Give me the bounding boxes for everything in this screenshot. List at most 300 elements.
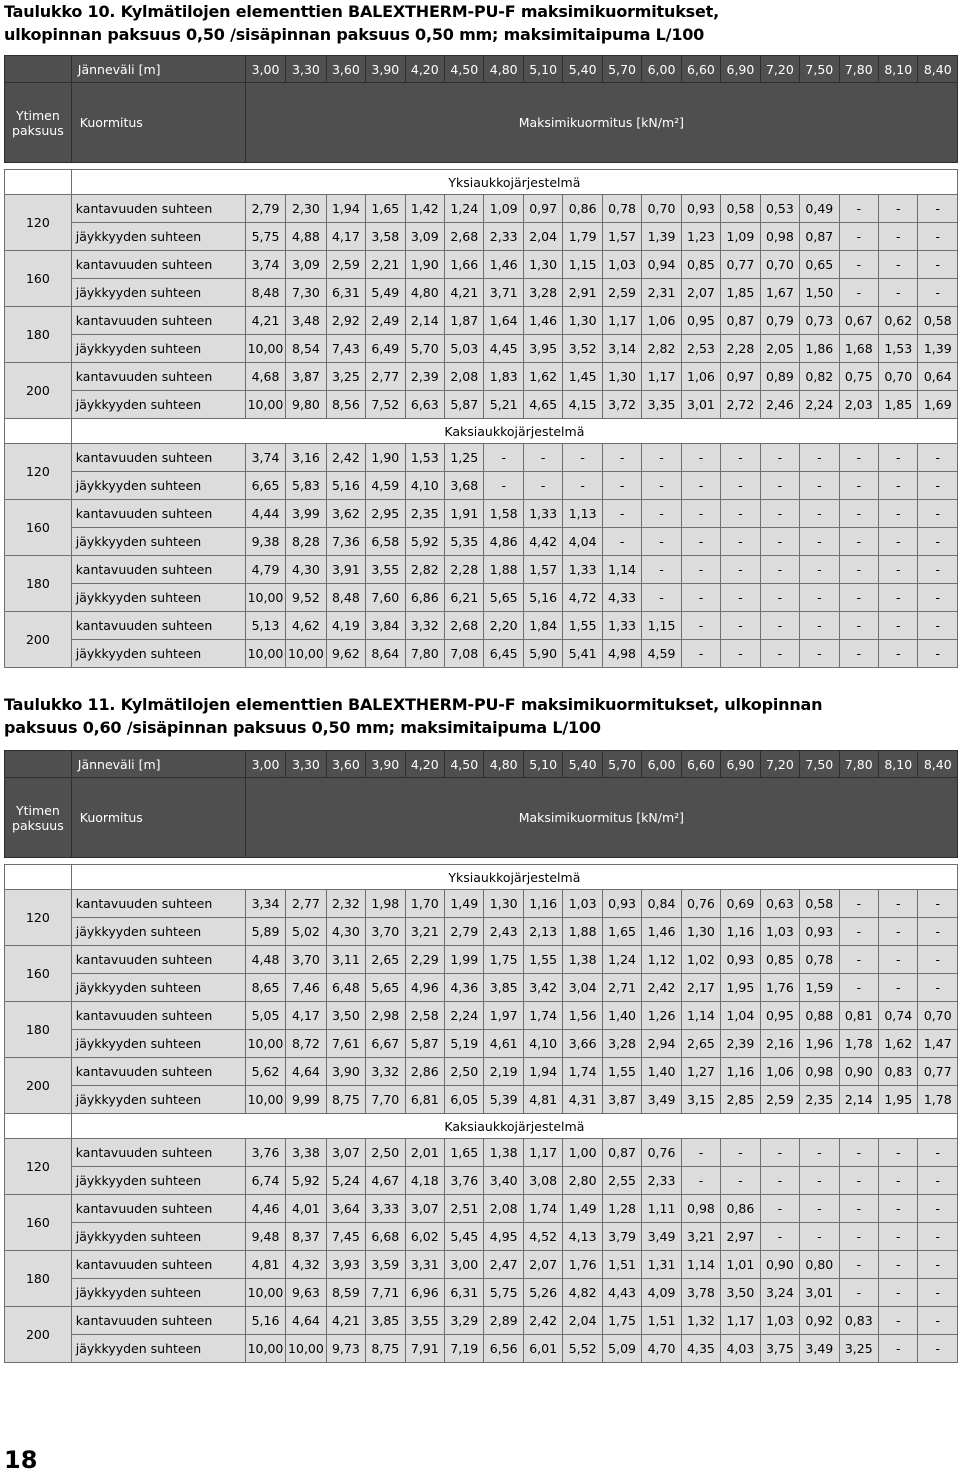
max-load-value: 7,08 [445, 640, 484, 668]
max-load-value: 1,55 [602, 1058, 641, 1086]
max-load-value: 1,65 [602, 918, 641, 946]
max-load-value: 4,32 [286, 1251, 326, 1279]
max-load-value: - [879, 1251, 918, 1279]
max-load-value: - [918, 528, 958, 556]
max-load-value: 1,17 [602, 307, 641, 335]
section-spacer [5, 1114, 72, 1139]
max-load-value: 0,70 [642, 195, 681, 223]
max-load-value: 0,70 [760, 251, 799, 279]
max-load-value: 2,35 [405, 500, 444, 528]
max-load-value: 8,64 [366, 640, 405, 668]
core-thickness: 120 [5, 1139, 72, 1195]
table-row [5, 890, 958, 918]
max-load-value: - [879, 444, 918, 472]
max-load-value: - [563, 444, 602, 472]
max-load-value: 0,79 [760, 307, 799, 335]
load-type: jäykkyyden suhteen [71, 1086, 245, 1114]
max-load-value: 5,49 [366, 279, 405, 307]
max-load-value: - [839, 528, 878, 556]
max-load-value: - [760, 1167, 799, 1195]
max-load-value: 5,52 [563, 1335, 602, 1363]
load-type: kantavuuden suhteen [71, 307, 245, 335]
load-type: jäykkyyden suhteen [71, 1223, 245, 1251]
max-load-value: 3,90 [326, 1058, 365, 1086]
max-load-value: 10,00 [245, 1279, 285, 1307]
max-load-value: 5,45 [445, 1223, 484, 1251]
max-load-value: - [839, 1139, 878, 1167]
section-heading-row [5, 1114, 958, 1139]
max-load-value: - [879, 1335, 918, 1363]
max-load-value: 3,85 [366, 1307, 405, 1335]
max-load-value: 3,09 [405, 223, 444, 251]
max-load-value: - [879, 251, 918, 279]
max-load-value: 5,92 [286, 1167, 326, 1195]
load-type: kantavuuden suhteen [71, 1195, 245, 1223]
max-load-value: - [879, 1139, 918, 1167]
table-row [5, 1002, 958, 1030]
core-thickness: 180 [5, 556, 72, 612]
core-thickness: 200 [5, 1307, 72, 1363]
max-load-value: 1,91 [445, 500, 484, 528]
max-load-value: 3,25 [839, 1335, 878, 1363]
max-load-value: 2,33 [484, 223, 523, 251]
max-load-value: 3,24 [760, 1279, 799, 1307]
max-load-value: 1,30 [602, 363, 641, 391]
max-load-value: - [681, 612, 720, 640]
max-load-value: 7,70 [366, 1086, 405, 1114]
core-thickness: 160 [5, 500, 72, 556]
max-load-value: - [721, 556, 760, 584]
span-value: 4,50 [445, 56, 484, 83]
max-load-value: - [721, 472, 760, 500]
max-load-value: 2,65 [366, 946, 405, 974]
max-load-value: 1,39 [642, 223, 681, 251]
max-load-value: - [879, 918, 918, 946]
span-value: 5,40 [563, 751, 602, 778]
max-load-value: - [563, 472, 602, 500]
max-load-value: 5,89 [245, 918, 285, 946]
max-load-value: 1,95 [879, 1086, 918, 1114]
max-load-value: 1,25 [445, 444, 484, 472]
max-load-value: 1,95 [721, 974, 760, 1002]
max-load-value: 3,40 [484, 1167, 523, 1195]
span-header-row [5, 751, 958, 778]
max-load-value: 2,19 [484, 1058, 523, 1086]
max-load-value: - [839, 556, 878, 584]
max-load-value: 1,88 [563, 918, 602, 946]
max-load-value: - [918, 472, 958, 500]
max-load-value: 10,00 [245, 640, 285, 668]
max-load-value: 3,07 [405, 1195, 444, 1223]
max-load-value: - [839, 946, 878, 974]
max-load-value: 3,48 [286, 307, 326, 335]
max-load-value: 4,86 [484, 528, 523, 556]
max-load-value: 4,79 [245, 556, 285, 584]
max-load-value: - [879, 1195, 918, 1223]
max-load-value: 1,17 [642, 363, 681, 391]
core-thickness: 160 [5, 251, 72, 307]
span-value: 5,70 [602, 56, 641, 83]
load-type: jäykkyyden suhteen [71, 1279, 245, 1307]
max-load-value: 4,33 [602, 584, 641, 612]
max-load-value: - [721, 1139, 760, 1167]
max-load-value: 2,08 [484, 1195, 523, 1223]
max-load-value: - [918, 974, 958, 1002]
max-load-value: 6,48 [326, 974, 365, 1002]
max-load-value: 3,66 [563, 1030, 602, 1058]
core-thickness: 200 [5, 363, 72, 419]
max-load-value: 0,89 [760, 363, 799, 391]
max-load-value: 0,95 [760, 1002, 799, 1030]
max-load-value: 2,43 [484, 918, 523, 946]
max-load-value: 7,71 [366, 1279, 405, 1307]
max-load-value: 1,40 [602, 1002, 641, 1030]
max-load-value: - [800, 612, 839, 640]
max-load-value: - [681, 1139, 720, 1167]
max-load-value: - [918, 1335, 958, 1363]
max-load-value: 3,79 [602, 1223, 641, 1251]
max-load-value: - [839, 195, 878, 223]
max-load-value: 1,13 [563, 500, 602, 528]
core-thickness-header: Ytimen paksuus [5, 778, 72, 858]
max-load-value: - [879, 946, 918, 974]
span-value: 7,50 [800, 751, 839, 778]
max-load-value: 3,49 [642, 1223, 681, 1251]
section-heading-row [5, 419, 958, 444]
max-load-value: 9,38 [245, 528, 285, 556]
max-load-value: - [523, 472, 562, 500]
max-load-value: 1,94 [326, 195, 365, 223]
load-type: jäykkyyden suhteen [71, 974, 245, 1002]
max-load-value: 1,51 [642, 1307, 681, 1335]
max-load-value: 1,56 [563, 1002, 602, 1030]
max-load-value: 3,74 [245, 251, 285, 279]
max-load-value: 3,59 [366, 1251, 405, 1279]
max-load-value: 1,65 [445, 1139, 484, 1167]
max-load-value: - [918, 279, 958, 307]
max-load-value: 3,87 [286, 363, 326, 391]
max-load-value: 4,67 [366, 1167, 405, 1195]
max-load-value: 2,03 [839, 391, 878, 419]
max-load-value: 1,67 [760, 279, 799, 307]
max-load-value: 1,24 [445, 195, 484, 223]
max-load-value: 3,52 [563, 335, 602, 363]
table-row [5, 307, 958, 335]
table-10 [4, 55, 958, 668]
max-load-value: 3,00 [445, 1251, 484, 1279]
table-11-title-line2: paksuus 0,60 /sisäpinnan paksuus 0,50 mm; maksimitaipuma L/100 [4, 718, 601, 737]
max-load-value: 8,75 [326, 1086, 365, 1114]
max-load-value: 2,28 [445, 556, 484, 584]
max-load-value: 2,94 [642, 1030, 681, 1058]
max-load-value: 0,63 [760, 890, 799, 918]
max-load-value: 1,87 [445, 307, 484, 335]
max-load-value: 0,86 [563, 195, 602, 223]
load-type: kantavuuden suhteen [71, 946, 245, 974]
max-load-value: - [760, 1195, 799, 1223]
max-load-value: 6,21 [445, 584, 484, 612]
core-thickness: 120 [5, 444, 72, 500]
max-load-value: 10,00 [245, 584, 285, 612]
load-type: kantavuuden suhteen [71, 890, 245, 918]
max-load-value: 1,96 [800, 1030, 839, 1058]
max-load-value: 2,65 [681, 1030, 720, 1058]
span-value: 4,20 [405, 751, 444, 778]
span-header-row [5, 56, 958, 83]
max-load-value: 1,30 [563, 307, 602, 335]
span-value: 6,00 [642, 751, 681, 778]
section-heading: Kaksiaukkojärjestelmä [71, 1114, 957, 1139]
load-type: kantavuuden suhteen [71, 251, 245, 279]
max-load-value: 0,78 [800, 946, 839, 974]
max-load-value: 8,37 [286, 1223, 326, 1251]
max-load-value: 2,59 [326, 251, 365, 279]
max-load-value: - [681, 472, 720, 500]
max-load-value: 7,60 [366, 584, 405, 612]
max-load-value: 2,05 [760, 335, 799, 363]
span-value: 3,30 [286, 56, 326, 83]
max-load-value: 2,58 [405, 1002, 444, 1030]
corner-cell [5, 56, 72, 83]
max-load-value: - [839, 444, 878, 472]
max-load-value: - [800, 500, 839, 528]
max-load-value: 4,43 [602, 1279, 641, 1307]
load-header: Kuormitus [71, 778, 245, 858]
max-load-value: 4,01 [286, 1195, 326, 1223]
span-value: 5,40 [563, 56, 602, 83]
max-load-value: 1,85 [879, 391, 918, 419]
max-load-value: - [800, 1223, 839, 1251]
max-load-value: - [800, 640, 839, 668]
max-load-value: 1,33 [563, 556, 602, 584]
max-load-value: - [839, 1279, 878, 1307]
max-load-value: 1,33 [602, 612, 641, 640]
max-load-value: - [839, 974, 878, 1002]
max-load-value: 2,04 [563, 1307, 602, 1335]
table-row [5, 472, 958, 500]
max-load-value: 1,31 [642, 1251, 681, 1279]
max-load-value: 2,04 [523, 223, 562, 251]
max-load-value: 1,83 [484, 363, 523, 391]
max-load-value: - [918, 195, 958, 223]
max-load-value: 1,01 [721, 1251, 760, 1279]
max-load-value: 1,03 [760, 1307, 799, 1335]
max-load-value: 5,13 [245, 612, 285, 640]
max-load-value: 7,19 [445, 1335, 484, 1363]
max-load-value: 10,00 [245, 335, 285, 363]
load-type: jäykkyyden suhteen [71, 528, 245, 556]
max-load-value: - [721, 612, 760, 640]
max-load-value: - [918, 556, 958, 584]
table-row [5, 640, 958, 668]
max-load-value: - [918, 444, 958, 472]
max-load-value: - [800, 556, 839, 584]
core-thickness: 200 [5, 1058, 72, 1114]
max-load-value: 3,78 [681, 1279, 720, 1307]
load-header: Kuormitus [71, 83, 245, 163]
max-load-value: 4,21 [445, 279, 484, 307]
max-load-value: 0,77 [918, 1058, 958, 1086]
max-load-value: 1,28 [602, 1195, 641, 1223]
max-load-value: 4,45 [484, 335, 523, 363]
max-load-value: 7,46 [286, 974, 326, 1002]
max-load-value: 4,48 [245, 946, 285, 974]
max-load-value: 1,03 [563, 890, 602, 918]
max-load-value: - [918, 1223, 958, 1251]
max-load-value: 2,86 [405, 1058, 444, 1086]
max-load-value: 4,64 [286, 1307, 326, 1335]
max-load-value: 2,91 [563, 279, 602, 307]
max-load-value: 2,20 [484, 612, 523, 640]
max-load-value: 1,39 [918, 335, 958, 363]
max-load-value: 0,84 [642, 890, 681, 918]
max-load-value: - [602, 444, 641, 472]
max-load-value: 2,53 [681, 335, 720, 363]
max-load-value: 3,74 [245, 444, 285, 472]
max-load-value: 2,21 [366, 251, 405, 279]
max-load-value: 4,72 [563, 584, 602, 612]
max-load-value: 2,24 [445, 1002, 484, 1030]
max-load-value: 1,78 [918, 1086, 958, 1114]
max-load-value: 4,21 [326, 1307, 365, 1335]
max-load-value: - [642, 472, 681, 500]
max-load-value: 3,33 [366, 1195, 405, 1223]
max-load-value: 3,25 [326, 363, 365, 391]
table-row [5, 528, 958, 556]
max-load-value: 4,10 [523, 1030, 562, 1058]
section-heading: Yksiaukkojärjestelmä [71, 170, 957, 195]
span-value: 4,80 [484, 56, 523, 83]
max-load-value: 3,38 [286, 1139, 326, 1167]
max-load-value: - [879, 279, 918, 307]
max-load-value: 0,53 [760, 195, 799, 223]
max-load-value: 3,04 [563, 974, 602, 1002]
max-load-value: - [523, 444, 562, 472]
max-load-value: 1,14 [602, 556, 641, 584]
section-heading: Kaksiaukkojärjestelmä [71, 419, 957, 444]
max-load-value: 3,14 [602, 335, 641, 363]
max-load-value: 6,63 [405, 391, 444, 419]
max-load-value: 8,72 [286, 1030, 326, 1058]
max-load-value: 1,46 [484, 251, 523, 279]
max-load-value: 5,75 [245, 223, 285, 251]
max-load-value: 2,97 [721, 1223, 760, 1251]
max-load-value: 6,02 [405, 1223, 444, 1251]
load-type: jäykkyyden suhteen [71, 1030, 245, 1058]
max-load-value: 3,55 [366, 556, 405, 584]
max-load-value: 8,54 [286, 335, 326, 363]
max-load-value: 0,87 [721, 307, 760, 335]
load-type: jäykkyyden suhteen [71, 335, 245, 363]
max-load-value: - [760, 472, 799, 500]
max-load-value: 7,36 [326, 528, 365, 556]
max-load-value: 0,74 [879, 1002, 918, 1030]
max-load-value: 0,81 [839, 1002, 878, 1030]
max-load-value: 0,98 [760, 223, 799, 251]
max-load-value: 0,73 [800, 307, 839, 335]
max-load-value: 2,98 [366, 1002, 405, 1030]
max-load-value: 0,58 [800, 890, 839, 918]
max-load-value: - [879, 1279, 918, 1307]
max-load-value: - [839, 1167, 878, 1195]
max-load-value: - [602, 500, 641, 528]
max-load-value: 10,00 [286, 640, 326, 668]
max-load-value: 0,97 [523, 195, 562, 223]
max-load-value: 3,50 [721, 1279, 760, 1307]
max-load-value: 2,79 [245, 195, 285, 223]
max-load-value: 1,90 [405, 251, 444, 279]
max-load-value: 1,02 [681, 946, 720, 974]
span-value: 6,00 [642, 56, 681, 83]
max-load-value: 5,65 [366, 974, 405, 1002]
max-load-value: 2,42 [523, 1307, 562, 1335]
max-load-value: - [918, 918, 958, 946]
max-load-value: 2,24 [800, 391, 839, 419]
max-load-value: 2,59 [602, 279, 641, 307]
max-load-value: 3,32 [366, 1058, 405, 1086]
max-load-value: 2,42 [326, 444, 365, 472]
max-load-value: 0,88 [800, 1002, 839, 1030]
max-load-value: - [839, 223, 878, 251]
max-load-value: 0,90 [760, 1251, 799, 1279]
max-load-value: - [760, 556, 799, 584]
max-load-value: 2,39 [721, 1030, 760, 1058]
max-load-value: 0,85 [760, 946, 799, 974]
max-load-value: 3,70 [366, 918, 405, 946]
max-load-value: 3,29 [445, 1307, 484, 1335]
max-load-value: 4,62 [286, 612, 326, 640]
max-load-value: 3,15 [681, 1086, 720, 1114]
core-thickness: 180 [5, 1251, 72, 1307]
load-type: jäykkyyden suhteen [71, 1167, 245, 1195]
max-load-value: 2,32 [326, 890, 365, 918]
max-load-value: 6,96 [405, 1279, 444, 1307]
max-load-value: 3,42 [523, 974, 562, 1002]
max-load-value: - [681, 640, 720, 668]
load-type: kantavuuden suhteen [71, 1251, 245, 1279]
max-load-value: 1,76 [760, 974, 799, 1002]
max-load-value: 1,38 [484, 1139, 523, 1167]
span-value: 3,30 [286, 751, 326, 778]
max-load-value: - [642, 584, 681, 612]
max-load-value: - [760, 640, 799, 668]
max-load-value: 5,21 [484, 391, 523, 419]
max-load-value: 3,49 [800, 1335, 839, 1363]
max-load-value: 1,09 [484, 195, 523, 223]
max-load-value: 2,68 [445, 612, 484, 640]
max-load-value: 1,30 [681, 918, 720, 946]
max-load-value: 2,14 [405, 307, 444, 335]
max-load-value: 7,91 [405, 1335, 444, 1363]
max-load-value: 0,65 [800, 251, 839, 279]
max-load-value: 4,10 [405, 472, 444, 500]
max-load-value: 8,48 [326, 584, 365, 612]
max-load-value: - [839, 251, 878, 279]
max-load-value: - [681, 1167, 720, 1195]
span-value: 5,70 [602, 751, 641, 778]
max-load-value: - [721, 500, 760, 528]
max-load-value: - [839, 1195, 878, 1223]
max-load-value: 2,31 [642, 279, 681, 307]
max-load-value: 2,72 [721, 391, 760, 419]
max-load-value: 5,16 [245, 1307, 285, 1335]
max-load-value: 2,89 [484, 1307, 523, 1335]
max-load-value: 4,17 [326, 223, 365, 251]
max-load-value: 1,51 [602, 1251, 641, 1279]
max-load-value: 1,17 [721, 1307, 760, 1335]
max-load-value: - [839, 640, 878, 668]
max-load-value: - [800, 444, 839, 472]
